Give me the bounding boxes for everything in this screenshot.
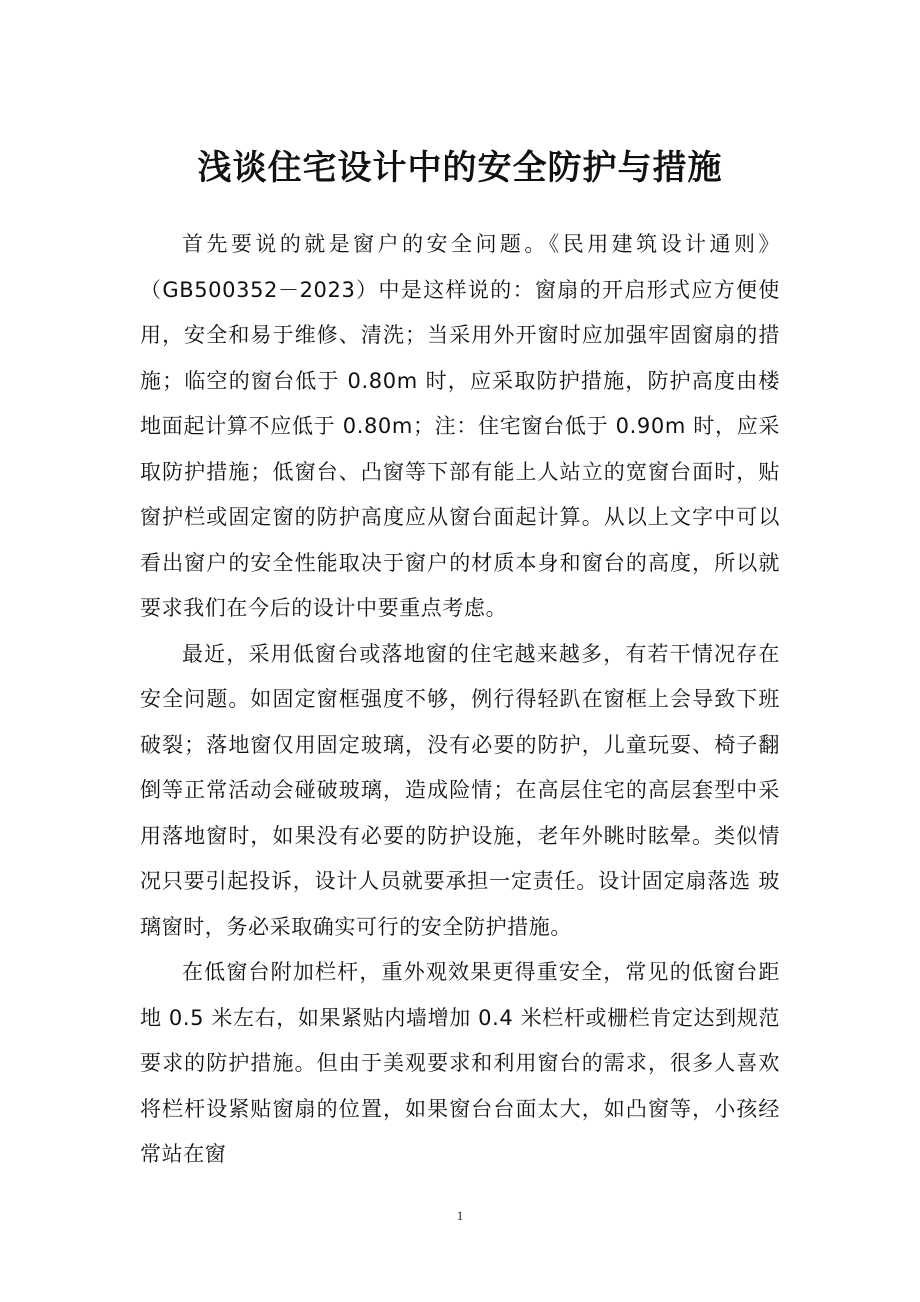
paragraph-2: 最近，采用低窗台或落地窗的住宅越来越多，有若干情况存在安全问题。如固定窗框强度不够，例行得轻趴在窗框上会导致下班破裂；落地窗仅用固定玻璃，没有必要的防护，儿童玩耍、椅子翻倒等正常活动会碰破玻璃，造成险情；在高层住宅的高层套型中采用落地窗时，如果没有必要的防护设施，老年外眺时眩晕。类似情况只要引起投诉，设计人员就要承担一定责任。设计固定扇落选 玻璃窗时，务必采取确实可行的安全防护措施。: [140, 641, 780, 939]
page-number: 1: [456, 1208, 464, 1223]
document-body: [140, 222, 780, 1178]
document-title: 浅谈住宅设计中的安全防护与措施: [197, 148, 723, 188]
paragraph-3: 在低窗台附加栏杆，重外观效果更得重安全，常见的低窗台距地 0.5 米左右，如果紧贴内墙增加 0.4 米栏杆或栅栏肯定达到规范要求的防护措施。但由于美观要求和利用窗台的需求，很多人喜欢将栏杆设紧贴窗扇的位置，如果窗台台面太大，如凸窗等，小孩经常站在窗: [140, 960, 780, 1166]
paragraph-1: 首先要说的就是窗户的安全问题。《民用建筑设计通则》（GB500352－2023）中是这样说的：窗扇的开启形式应方便使用，安全和易于维修、清洗；当采用外开窗时应加强牢固窗扇的措施；临空的窗台低于 0.80m 时，应采取防护措施，防护高度由楼地面起计算不应低于 0.80m；注：住宅窗台低于 0.90m 时，应采取防护措施；低窗台、凸窗等下部有能上人站立的宽窗台面时，贴窗护栏或固定窗的防护高度应从窗台面起计算。从以上文字中可以看出窗户的安全性能取决于窗户的材质本身和窗台的高度，所以就要求我们在今后的设计中要重点考虑。: [140, 232, 780, 620]
